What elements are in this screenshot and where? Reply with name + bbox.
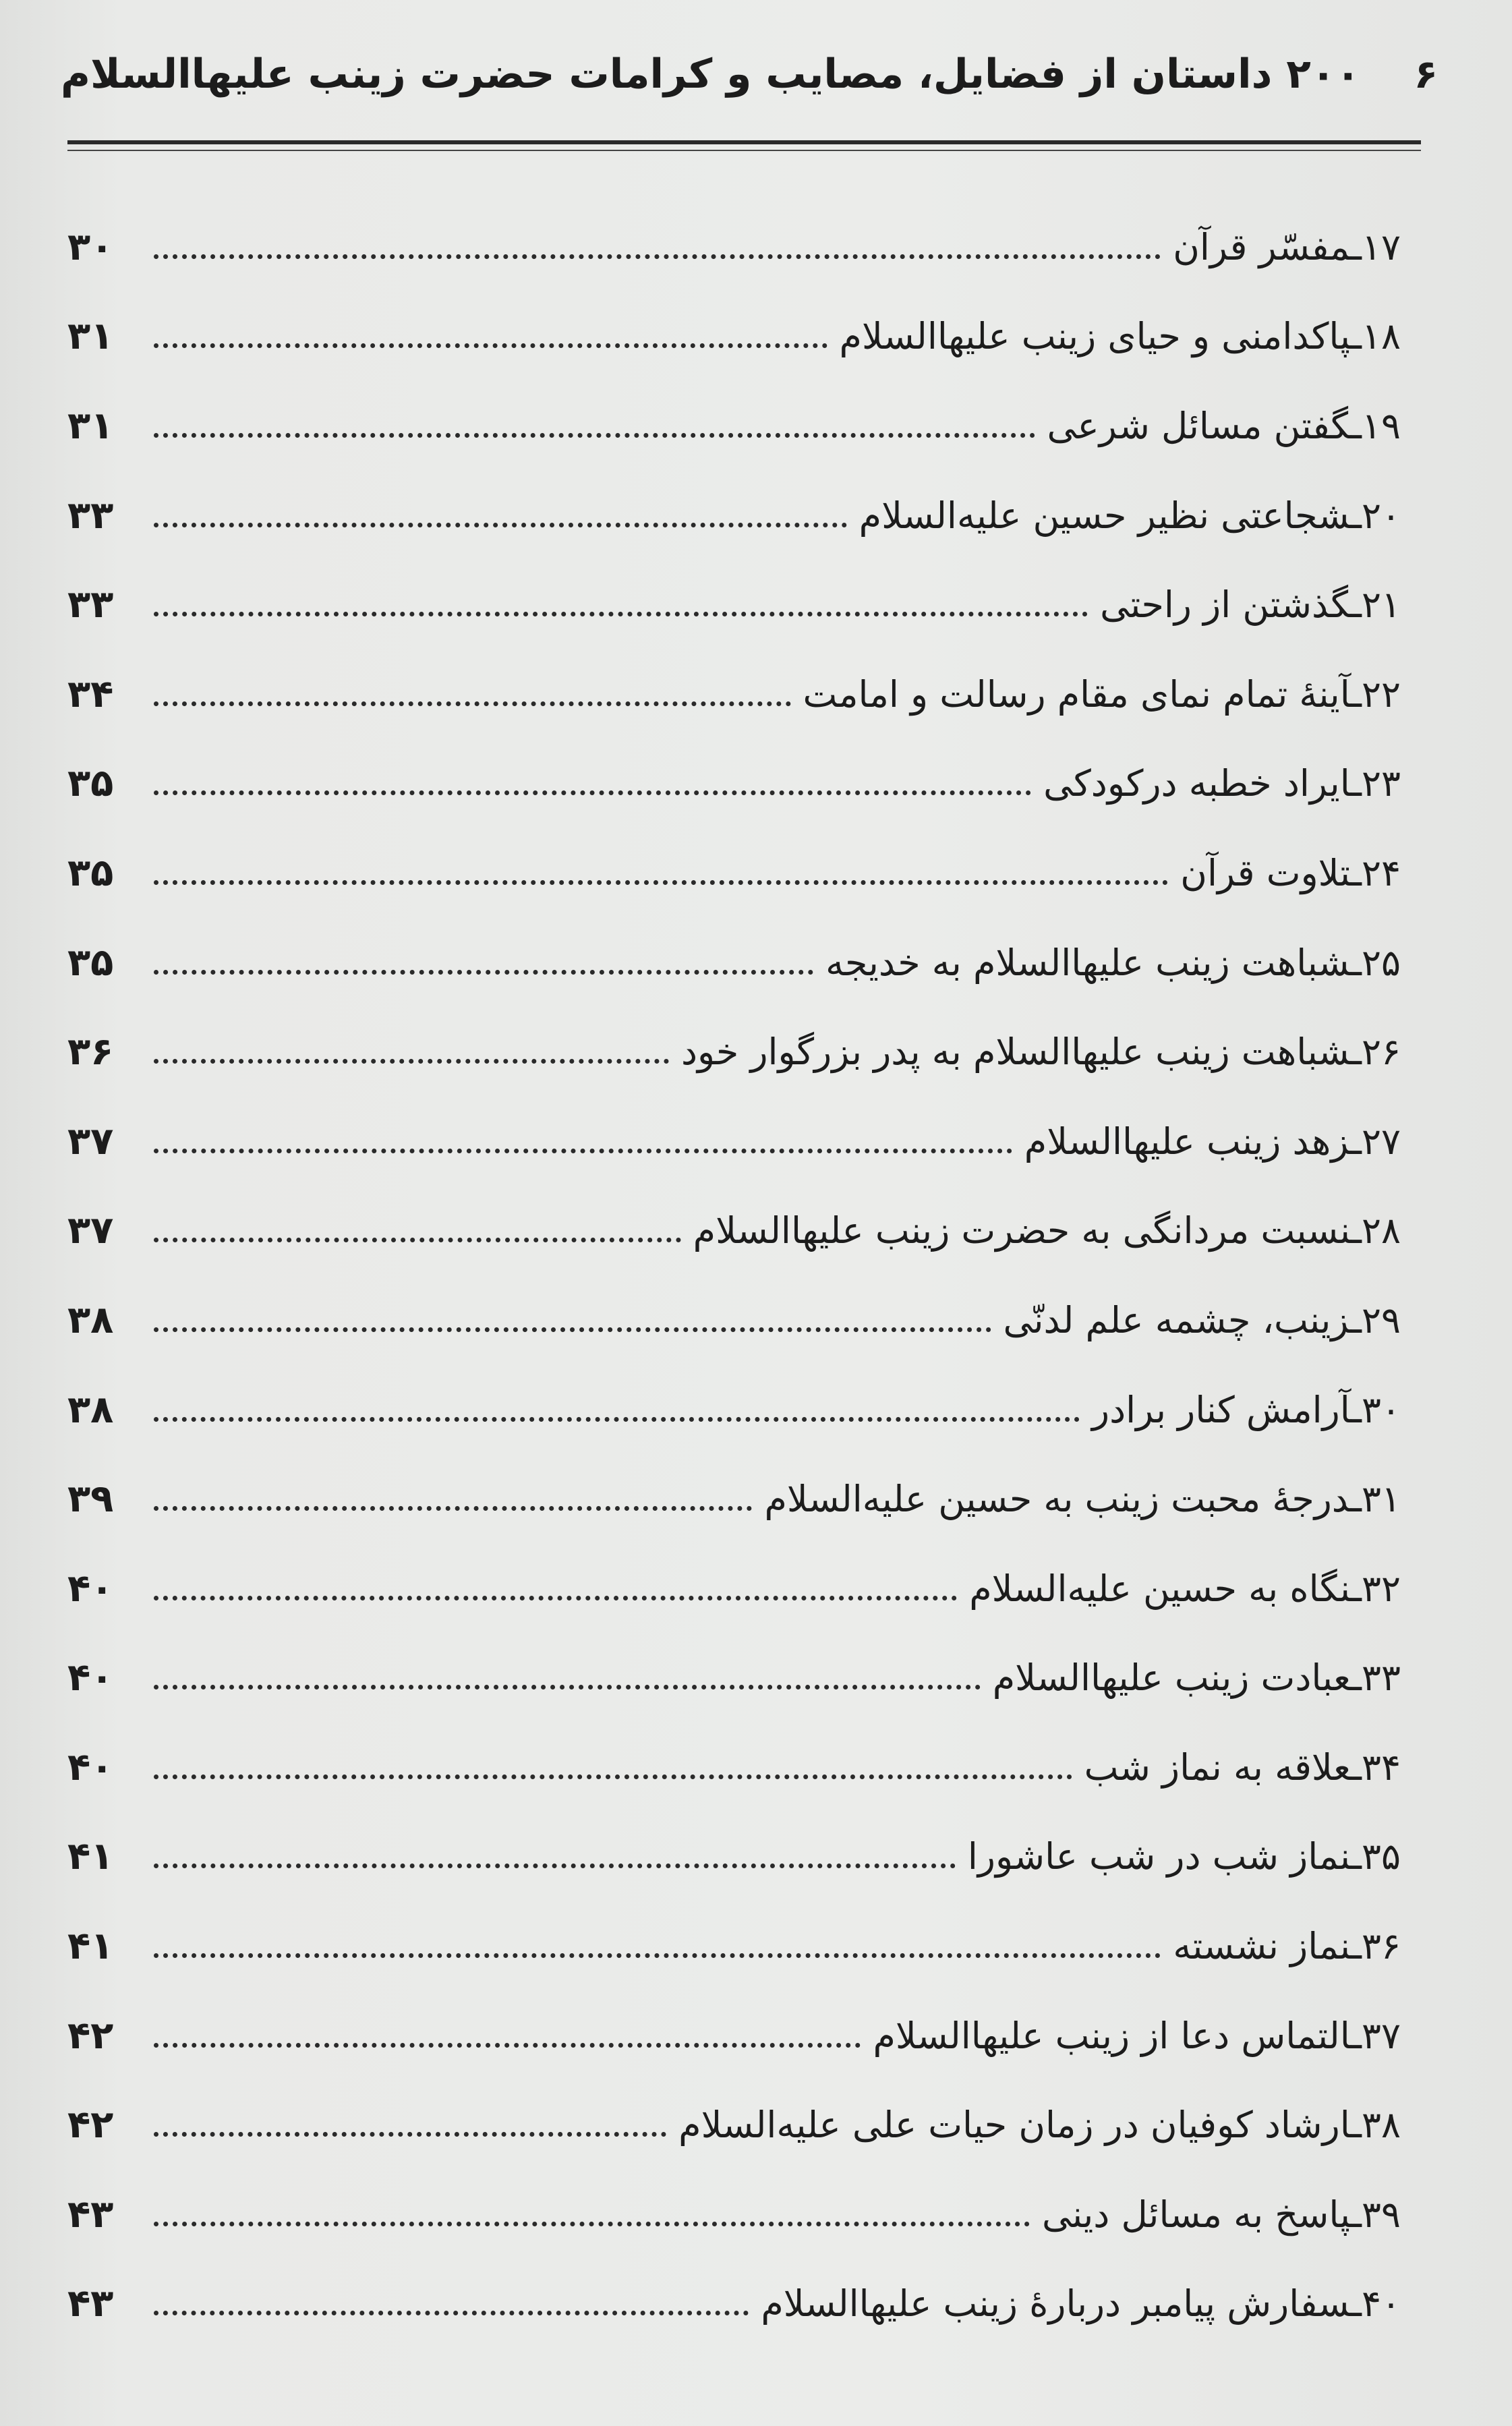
toc-entry: [67, 2170, 1401, 2259]
toc-entry-page-number: ۳۸: [67, 1387, 114, 1432]
toc-entry: [67, 1186, 1401, 1276]
header-rule: [67, 140, 1421, 144]
toc-entry: [67, 2080, 1401, 2170]
toc-entry-page-number: ۴۲: [67, 2103, 114, 2147]
toc-entry: [67, 1723, 1401, 1812]
running-header: [61, 34, 1438, 115]
toc-entry: [67, 202, 1401, 292]
toc-entry: [67, 828, 1401, 918]
toc-entry-title: ۱۸ـپاکدامنی و حیای زینب علیهاالسلام: [839, 315, 1401, 358]
dot-leader: [154, 2043, 861, 2048]
toc-entry-title: ۲۴ـتلاوت قرآن: [1180, 851, 1401, 894]
toc-entry-page-number: ۴۰: [67, 1656, 114, 1700]
dot-leader: [154, 2311, 749, 2315]
toc-entry-page-number: ۳۵: [67, 850, 114, 895]
toc-entry-page-number: ۴۱: [67, 1924, 114, 1969]
toc-entry: [67, 560, 1401, 649]
toc-entry-title: ۳۴ـعلاقه به نماز شب: [1084, 1745, 1401, 1789]
toc-entry-title: ۳۲ـنگاه به حسین علیه‌السلام: [969, 1567, 1401, 1610]
dot-leader: [154, 612, 1088, 616]
dot-leader: [154, 970, 813, 975]
toc-entry-title: ۳۰ـآرامش کنار برادر: [1092, 1388, 1401, 1431]
toc-entry-page-number: ۳۴: [67, 672, 114, 716]
dot-leader: [154, 701, 791, 706]
toc-entry-title: ۳۳ـعبادت زینب علیهاالسلام: [992, 1656, 1401, 1700]
dot-leader: [154, 880, 1168, 885]
toc-entry: [67, 1454, 1401, 1544]
dot-leader: [154, 1417, 1080, 1422]
dot-leader: [154, 2132, 666, 2137]
toc-entry: [67, 739, 1401, 829]
toc-entry: [67, 1097, 1401, 1186]
toc-entry-page-number: ۳۶: [67, 1030, 114, 1074]
toc-entry-title: ۳۷ـالتماس دعا از زینب علیهاالسلام: [873, 2014, 1401, 2057]
toc-entry-title: ۲۸ـنسبت مردانگی به حضرت زینب علیهاالسلام: [693, 1209, 1401, 1252]
dot-leader: [154, 1238, 681, 1242]
toc-entry-page-number: ۳۱: [67, 314, 114, 359]
dot-leader: [154, 1685, 981, 1689]
toc-entry: [67, 1991, 1401, 2081]
toc-entry-page-number: ۴۰: [67, 1745, 114, 1789]
dot-leader: [154, 1864, 956, 1868]
dot-leader: [154, 1774, 1072, 1779]
toc-entry: [67, 1365, 1401, 1455]
toc-entry: [67, 1275, 1401, 1365]
dot-leader: [154, 523, 847, 527]
toc-entry: [67, 1634, 1401, 1723]
page-number: ۶: [1414, 51, 1438, 97]
toc-entry-page-number: ۳۳: [67, 583, 114, 627]
toc-entry-page-number: ۳۵: [67, 761, 114, 806]
toc-entry-title: ۲۳ـایراد خطبه درکودکی: [1043, 762, 1401, 805]
header-rule-thin: [67, 150, 1421, 151]
toc-entry: [67, 918, 1401, 1008]
dot-leader: [154, 1953, 1161, 1958]
toc-entry-page-number: ۳۸: [67, 1298, 114, 1342]
toc-entry-title: ۲۶ـشباهت زینب علیهاالسلام به پدر بزرگوار خود: [680, 1031, 1401, 1074]
toc-entry: [67, 2259, 1401, 2349]
toc-entry-page-number: ۴۳: [67, 2192, 114, 2236]
toc-entry-title: ۳۸ـارشاد کوفیان در زمان حیات علی علیه‌السلام: [678, 2104, 1401, 2147]
toc-entry-title: ۳۹ـپاسخ به مسائل دینی: [1041, 2193, 1401, 2236]
toc-entry-title: ۴۰ـسفارش پیامبر دربارهٔ زینب علیهاالسلام: [761, 2282, 1401, 2326]
toc-entry: [67, 1812, 1401, 1902]
toc-entry-page-number: ۳۱: [67, 403, 114, 448]
toc-entry: [67, 1544, 1401, 1634]
dot-leader: [154, 790, 1031, 795]
toc-entry: [67, 381, 1401, 471]
toc-entry: [67, 1901, 1401, 1991]
toc-entry-title: ۲۰ـشجاعتی نظیر حسین علیه‌السلام: [859, 494, 1401, 537]
toc-entry-page-number: ۳۰: [67, 225, 114, 269]
dot-leader: [154, 2222, 1030, 2226]
dot-leader: [154, 343, 827, 348]
dot-leader: [154, 1596, 957, 1600]
toc-entry-page-number: ۳۵: [67, 940, 114, 985]
toc-entry: [67, 471, 1401, 560]
toc-entry: [67, 649, 1401, 739]
toc-entry-title: ۳۱ـدرجهٔ محبت زینب به حسین علیه‌السلام: [764, 1478, 1401, 1521]
dot-leader: [154, 1149, 1012, 1153]
toc-entry-title: ۳۶ـنماز نشسته: [1173, 1925, 1401, 1968]
toc-entry-page-number: ۳۹: [67, 1477, 114, 1522]
toc-entry-page-number: ۴۲: [67, 2013, 114, 2058]
dot-leader: [154, 254, 1161, 259]
toc-entry-page-number: ۴۰: [67, 1566, 114, 1611]
toc-entry: [67, 1007, 1401, 1097]
toc-entry-title: ۲۱ـگذشتن از راحتی: [1100, 583, 1401, 627]
dot-leader: [154, 1506, 752, 1511]
toc-entry-page-number: ۳۷: [67, 1209, 114, 1253]
toc-entry-title: ۱۹ـگفتن مسائل شرعی: [1047, 404, 1401, 447]
table-of-contents: [67, 202, 1401, 2348]
dot-leader: [154, 433, 1035, 438]
book-title: ۲۰۰ داستان از فضایل، مصایب و کرامات حضرت زینب علیهاالسلام: [61, 51, 1361, 98]
toc-entry-title: ۳۵ـنماز شب در شب عاشورا: [967, 1835, 1401, 1878]
toc-entry-page-number: ۳۷: [67, 1119, 114, 1163]
toc-entry-page-number: ۳۳: [67, 493, 114, 538]
toc-entry-title: ۲۵ـشباهت زینب علیهاالسلام به خدیجه: [825, 941, 1401, 984]
dot-leader: [154, 1059, 669, 1064]
toc-entry-title: ۲۲ـآینهٔ تمام نمای مقام رسالت و امامت: [803, 672, 1401, 716]
toc-entry-title: ۲۷ـزهد زینب علیهاالسلام: [1024, 1120, 1401, 1163]
toc-entry-page-number: ۴۱: [67, 1835, 114, 1879]
toc-entry-title: ۱۷ـمفسّر قرآن: [1173, 225, 1401, 268]
dot-leader: [154, 1327, 991, 1332]
toc-entry: [67, 292, 1401, 382]
toc-entry-page-number: ۴۳: [67, 2282, 114, 2326]
toc-entry-title: ۲۹ـزینب، چشمه علم لدنّی: [1003, 1298, 1401, 1341]
